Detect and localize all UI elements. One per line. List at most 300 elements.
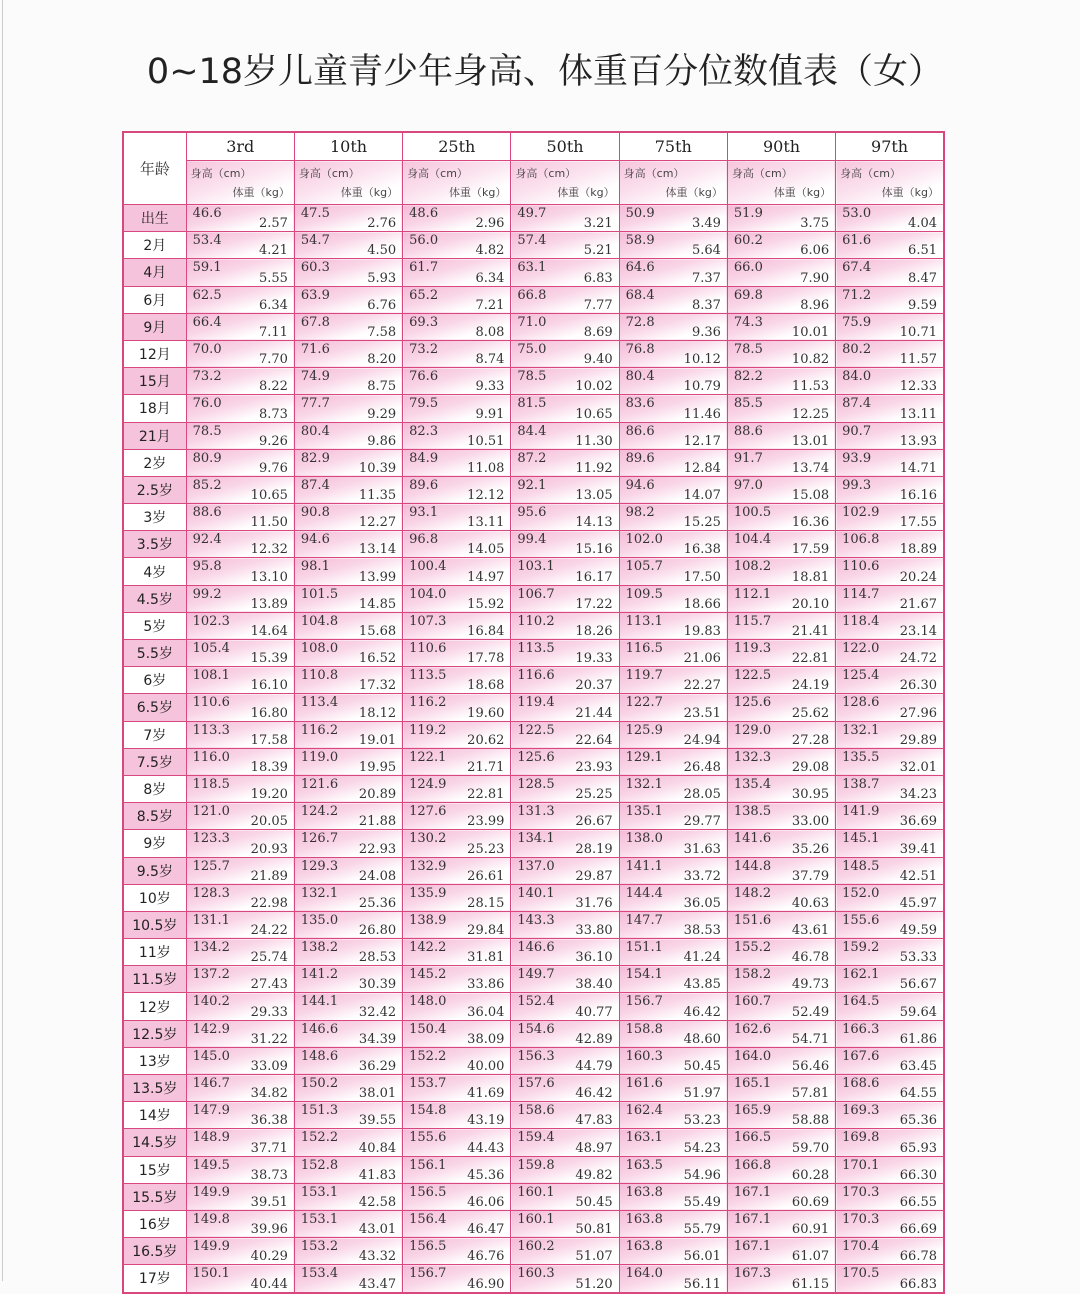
percentile-header: 10th [294,132,402,161]
value-cell [727,939,835,966]
value-cell [294,640,402,667]
value-cell [836,422,944,449]
height-value: 84.9 [409,450,439,466]
height-unit-label: 身高（cm） [623,167,685,180]
height-value: 94.6 [625,477,655,493]
height-value: 167.1 [733,1211,772,1227]
value-cell [186,286,294,313]
height-value: 113.5 [517,641,555,656]
height-value: 102.0 [625,532,663,548]
value-cell [294,504,402,531]
weight-value: 65.93 [899,1140,937,1156]
value-cell [836,939,944,966]
value-cell [511,205,619,232]
value-cell [403,340,511,367]
value-cell [836,449,944,476]
value-cell [294,1020,402,1047]
weight-value: 42.51 [899,868,937,884]
height-value: 156.5 [409,1184,447,1200]
value-cell [619,340,727,367]
age-cell: 11岁 [123,939,186,966]
value-cell [836,830,944,857]
height-value: 160.7 [733,994,772,1010]
height-value: 84.0 [842,369,872,385]
weight-value: 13.11 [467,515,505,531]
weight-value: 16.17 [575,569,613,585]
weight-value: 46.78 [791,950,830,966]
weight-value: 52.49 [791,1004,830,1020]
height-value: 60.2 [733,233,763,249]
weight-value: 32.42 [358,1004,397,1020]
height-value: 155.2 [733,940,772,956]
value-cell [403,1020,511,1047]
value-cell [294,1156,402,1183]
table-row [123,1047,944,1074]
height-value: 63.9 [300,287,330,303]
growth-percentile-table [122,131,945,1294]
height-unit-label: 身高（cm） [298,167,360,180]
height-value: 163.5 [625,1157,663,1173]
height-value: 125.4 [842,668,880,684]
weight-value: 20.93 [250,841,288,857]
value-cell [403,966,511,993]
value-cell [511,1075,619,1102]
height-value: 156.4 [409,1211,447,1227]
value-cell [294,340,402,367]
value-cell [511,504,619,531]
age-cell: 4.5岁 [123,585,186,612]
height-value: 77.7 [300,396,330,412]
weight-value: 21.71 [467,759,505,775]
height-unit-label: 身高（cm） [840,167,901,180]
height-value: 75.9 [842,314,872,330]
weight-value: 40.84 [358,1140,397,1156]
weight-value: 10.82 [791,352,830,368]
value-cell [727,286,835,313]
height-value: 164.0 [625,1266,663,1282]
weight-value: 21.06 [683,651,721,667]
value-cell [294,313,402,340]
value-cell [619,476,727,503]
weight-value: 6.51 [908,243,937,259]
weight-value: 33.80 [575,923,613,939]
value-cell [403,449,511,476]
table-row [123,857,944,884]
weight-value: 18.39 [250,759,288,775]
weight-unit-label: 体重（kg） [665,186,723,199]
weight-value: 6.83 [583,270,613,286]
value-cell [836,558,944,585]
value-cell [186,830,294,857]
weight-value: 7.70 [258,352,288,368]
weight-value: 31.81 [467,950,505,966]
height-value: 78.5 [192,423,222,439]
value-cell [727,1129,835,1156]
value-cell [619,939,727,966]
height-value: 137.0 [517,858,555,874]
weight-value: 36.38 [250,1113,288,1129]
height-value: 166.5 [733,1130,772,1146]
percentile-header: 25th [403,132,511,161]
unit-header [403,161,511,205]
age-cell: 8岁 [123,775,186,802]
weight-value: 16.38 [683,542,721,558]
weight-value: 5.21 [583,243,613,259]
height-value: 152.2 [409,1048,447,1064]
height-value: 92.1 [517,477,547,493]
value-cell [403,803,511,830]
height-value: 90.7 [842,423,872,439]
weight-value: 11.57 [899,352,937,368]
age-cell: 15.5岁 [123,1183,186,1210]
height-value: 146.6 [517,940,555,956]
weight-value: 43.61 [791,923,830,939]
weight-value: 37.79 [791,868,830,884]
weight-value: 34.23 [899,787,937,803]
weight-value: 43.01 [358,1222,397,1238]
value-cell [403,857,511,884]
weight-value: 18.66 [683,596,721,612]
value-cell [836,313,944,340]
height-value: 155.6 [409,1130,447,1146]
age-cell: 15岁 [123,1156,186,1183]
height-value: 129.1 [625,749,663,765]
age-cell: 3.5岁 [123,531,186,558]
weight-value: 24.08 [358,868,397,884]
weight-value: 22.27 [683,678,721,694]
height-value: 152.2 [300,1130,339,1146]
percentile-header-row [123,132,944,161]
unit-header [727,161,835,205]
value-cell [619,313,727,340]
height-value: 135.4 [733,776,772,792]
weight-value: 7.77 [583,297,613,313]
weight-value: 61.86 [899,1031,937,1047]
height-value: 156.7 [409,1266,447,1282]
weight-value: 24.72 [899,651,937,667]
weight-value: 33.86 [467,977,505,993]
weight-value: 25.36 [358,895,397,911]
page-edge [2,0,3,1281]
age-cell: 2月 [123,232,186,259]
height-value: 96.8 [409,532,439,548]
height-value: 105.4 [192,641,230,656]
height-value: 147.9 [192,1103,230,1119]
height-value: 116.5 [625,641,663,656]
weight-value: 10.65 [250,488,288,504]
value-cell [727,585,835,612]
value-cell [727,232,835,259]
weight-value: 40.44 [250,1276,288,1292]
height-value: 128.3 [192,885,230,901]
height-value: 140.1 [517,885,555,901]
height-value: 159.2 [842,940,880,956]
height-value: 67.8 [300,314,330,330]
height-value: 141.2 [300,967,339,983]
value-cell [727,1075,835,1102]
height-value: 75.0 [517,341,547,357]
weight-value: 39.96 [250,1222,288,1238]
weight-value: 11.46 [683,406,721,422]
weight-value: 21.88 [358,814,397,830]
weight-value: 65.36 [899,1113,937,1129]
age-cell: 13岁 [123,1047,186,1074]
table-row [123,1020,944,1047]
value-cell [186,748,294,775]
value-cell [619,1156,727,1183]
height-unit-label: 身高（cm） [407,167,468,180]
height-value: 156.7 [625,994,663,1010]
value-cell [294,748,402,775]
weight-value: 26.80 [358,923,397,939]
table-row [123,911,944,938]
height-unit-label: 身高（cm） [731,167,793,180]
height-value: 91.7 [733,450,763,466]
height-value: 83.6 [625,396,655,412]
weight-value: 7.37 [691,270,721,286]
value-cell [619,205,727,232]
height-value: 149.5 [192,1157,230,1173]
height-value: 132.9 [409,858,447,874]
height-value: 73.2 [192,369,222,385]
age-cell: 2.5岁 [123,476,186,503]
value-cell [511,911,619,938]
weight-value: 22.93 [358,841,397,857]
weight-value: 28.05 [683,787,721,803]
value-cell [186,205,294,232]
table-row [123,449,944,476]
weight-value: 30.95 [791,787,830,803]
value-cell [511,640,619,667]
weight-value: 66.78 [899,1249,937,1265]
height-value: 116.2 [300,722,339,738]
value-cell [294,449,402,476]
height-value: 159.8 [517,1157,555,1173]
weight-value: 20.10 [791,596,830,612]
height-value: 160.3 [517,1266,555,1282]
value-cell [294,368,402,395]
height-value: 159.4 [517,1130,555,1146]
weight-value: 26.67 [575,814,613,830]
weight-value: 2.96 [475,216,505,232]
weight-value: 15.16 [575,542,613,558]
weight-value: 9.91 [475,406,505,422]
height-value: 132.1 [842,722,880,738]
value-cell [619,1183,727,1210]
weight-value: 9.36 [691,324,721,340]
height-value: 100.5 [733,505,772,521]
weight-value: 11.50 [250,515,288,531]
height-value: 122.1 [409,749,447,765]
weight-value: 8.37 [691,297,721,313]
table-row [123,1102,944,1129]
value-cell [403,395,511,422]
age-cell: 16.5岁 [123,1238,186,1265]
weight-value: 54.71 [791,1031,830,1047]
height-value: 151.6 [733,912,772,928]
value-cell [727,993,835,1020]
table-row [123,803,944,830]
weight-value: 17.78 [467,651,505,667]
height-value: 150.4 [409,1021,447,1037]
weight-value: 12.12 [467,488,505,504]
weight-value: 25.25 [575,787,613,803]
value-cell [403,368,511,395]
height-value: 99.4 [517,532,547,548]
value-cell [511,259,619,286]
height-value: 138.5 [733,804,772,820]
weight-value: 19.83 [683,624,721,639]
height-value: 66.8 [517,287,547,303]
value-cell [836,748,944,775]
age-cell: 3岁 [123,504,186,531]
weight-value: 46.47 [467,1222,505,1238]
weight-value: 25.23 [467,841,505,857]
age-cell: 2岁 [123,449,186,476]
value-cell [511,368,619,395]
value-cell [727,640,835,667]
height-value: 151.3 [300,1103,339,1119]
weight-value: 36.10 [575,950,613,966]
height-value: 80.9 [192,450,222,466]
weight-value: 10.51 [467,433,505,449]
weight-value: 51.20 [575,1276,613,1292]
age-cell: 6岁 [123,667,186,694]
height-value: 169.3 [842,1103,880,1119]
value-cell [403,775,511,802]
weight-value: 37.71 [250,1140,288,1156]
weight-value: 43.19 [467,1113,505,1129]
table-row [123,721,944,748]
value-cell [186,395,294,422]
value-cell [511,612,619,639]
value-cell [511,939,619,966]
value-cell [836,1102,944,1129]
height-value: 144.4 [625,885,663,901]
weight-value: 16.80 [250,705,288,721]
height-value: 167.1 [733,1239,772,1255]
age-cell: 17岁 [123,1265,186,1293]
value-cell [403,1075,511,1102]
value-cell [727,1183,835,1210]
height-value: 154.8 [409,1103,447,1119]
table-row [123,313,944,340]
value-cell [511,286,619,313]
height-value: 149.9 [192,1239,230,1255]
weight-value: 32.01 [899,759,937,775]
value-cell [294,803,402,830]
value-cell [403,585,511,612]
height-value: 122.7 [625,695,663,711]
value-cell [727,667,835,694]
weight-value: 38.73 [250,1167,288,1183]
weight-value: 11.53 [791,379,830,395]
weight-value: 59.64 [899,1004,937,1020]
height-value: 110.2 [517,613,555,629]
weight-value: 15.25 [683,515,721,531]
height-value: 135.9 [409,885,447,901]
weight-value: 15.92 [467,596,505,612]
value-cell [294,422,402,449]
weight-value: 21.67 [899,596,937,612]
height-value: 80.2 [842,341,872,357]
height-value: 144.8 [733,858,772,874]
weight-value: 8.22 [258,379,288,395]
weight-value: 56.01 [683,1249,721,1265]
value-cell [186,476,294,503]
value-cell [403,531,511,558]
value-cell [836,884,944,911]
height-value: 148.6 [300,1048,339,1064]
height-value: 163.8 [625,1184,663,1200]
height-value: 119.0 [300,749,339,765]
height-value: 123.3 [192,831,230,847]
weight-value: 14.71 [899,460,937,476]
weight-value: 9.33 [475,379,505,395]
weight-value: 33.09 [250,1059,288,1074]
value-cell [403,667,511,694]
value-cell [403,1047,511,1074]
value-cell [403,884,511,911]
value-cell [186,1238,294,1265]
value-cell [836,476,944,503]
height-value: 100.4 [409,559,447,575]
weight-value: 21.41 [791,624,830,639]
value-cell [294,1210,402,1237]
value-cell [727,368,835,395]
value-cell [511,694,619,721]
table-row [123,504,944,531]
weight-value: 58.88 [791,1113,830,1129]
height-value: 69.3 [409,314,439,330]
height-value: 126.7 [300,831,339,847]
weight-value: 16.16 [899,488,937,504]
age-cell: 16岁 [123,1210,186,1237]
table-row [123,395,944,422]
value-cell [619,803,727,830]
weight-value: 45.97 [899,895,937,911]
value-cell [186,667,294,694]
weight-value: 20.89 [358,787,397,803]
value-cell [186,531,294,558]
height-value: 119.4 [517,695,555,711]
weight-value: 5.64 [691,243,721,259]
weight-value: 13.10 [250,569,288,585]
weight-value: 27.96 [899,705,937,721]
age-cell: 10.5岁 [123,911,186,938]
height-value: 130.2 [409,831,447,847]
weight-value: 49.59 [899,923,937,939]
value-cell [186,449,294,476]
weight-value: 61.15 [791,1276,830,1292]
table-row [123,259,944,286]
value-cell [186,966,294,993]
weight-value: 22.81 [467,787,505,803]
value-cell [294,395,402,422]
height-value: 84.4 [517,423,547,439]
value-cell [727,1265,835,1293]
height-value: 76.8 [625,341,655,357]
value-cell [727,504,835,531]
weight-value: 27.28 [791,732,830,748]
value-cell [727,803,835,830]
value-cell [836,232,944,259]
weight-value: 36.29 [358,1059,397,1074]
height-value: 140.2 [192,994,230,1010]
weight-value: 19.01 [358,732,397,748]
value-cell [727,1020,835,1047]
height-value: 125.7 [192,858,230,874]
